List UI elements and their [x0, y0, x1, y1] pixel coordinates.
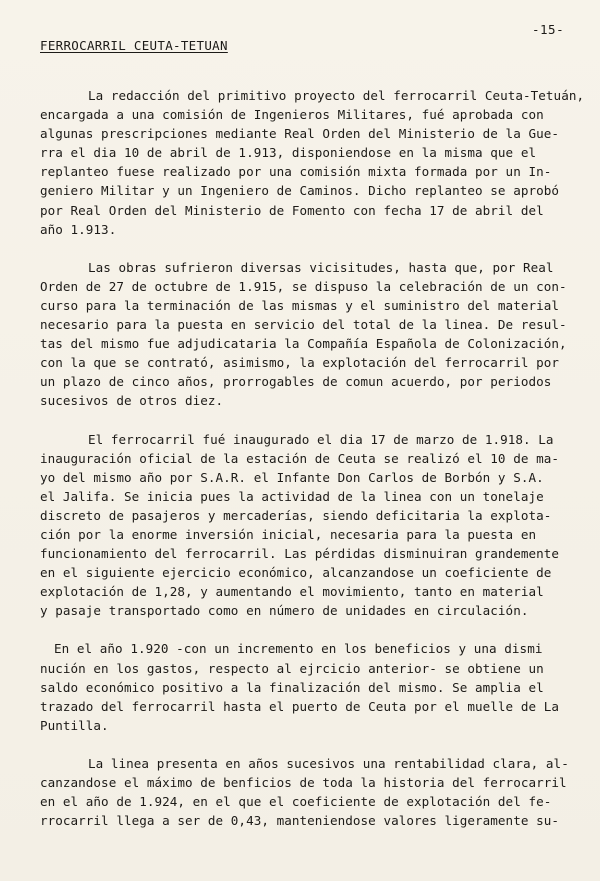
- paragraph-4-line-3: saldo económico positivo a la finalización del mismo. Se amplia el: [40, 679, 544, 695]
- paragraph-2-line-4: necesario para la puesta en servicio del total de la linea. De resul-: [40, 317, 567, 333]
- document-body: [40, 86, 588, 849]
- paragraph-5-line-3: en el año de 1.924, en el que el coeficiente de explotación del fe-: [40, 794, 552, 810]
- paragraph-1-line-4: rra el dia 10 de abril de 1.913, disponiendose en la misma que el: [40, 145, 537, 161]
- paragraph-1-line-1: La redacción del primitivo proyecto del ferrocarril Ceuta-Tetuán,: [88, 88, 585, 103]
- paragraph-3-line-3: yo del mismo año por S.A.R. el Infante Don Carlos de Borbón y S.A.: [40, 469, 544, 485]
- paragraph-2-line-5: tas del mismo fue adjudicataria la Compañía Española de Colonización,: [40, 336, 567, 352]
- paragraph-2-line-6: con la que se contrató, asimismo, la explotación del ferrocarril por: [40, 355, 559, 371]
- paragraph-4-line-4: trazado del ferrocarril hasta el puerto de Ceuta por el muelle de La: [40, 698, 559, 714]
- paragraph-2-line-1: Las obras sufrieron diversas vicisitudes, hasta que, por Real: [88, 259, 554, 275]
- paragraph-1-line-8: año 1.913.: [40, 221, 117, 237]
- paragraph-4-line-1: En el año 1.920 -con un incremento en los beneficios y una dismi: [54, 641, 543, 657]
- paragraph-1: [40, 86, 588, 239]
- document-heading: FERROCARRIL CEUTA-TETUAN: [40, 38, 228, 53]
- paragraph-5-line-2: canzandose el máximo de benficios de toda la historia del ferrocarril: [40, 775, 567, 790]
- paragraph-3-line-6: ción por la enorme inversión inicial, necesaria para la puesta en: [40, 526, 537, 542]
- paragraph-3-line-1: El ferrocarril fué inaugurado el dia 17 de marzo de 1.918. La: [88, 431, 554, 447]
- paragraph-3-line-9: explotación de 1,28, y aumentando el movimiento, tanto en material: [40, 584, 544, 600]
- paragraph-1-line-7: por Real Orden del Ministerio de Fomento con fecha 17 de abril del: [40, 202, 544, 218]
- paragraph-3-line-4: el Jalifa. Se inicia pues la actividad de la linea con un tonelaje: [40, 488, 544, 504]
- paragraph-3-line-8: en el siguiente ejercicio económico, alcanzandose un coeficiente de: [40, 565, 552, 581]
- paragraph-5-line-1: La linea presenta en años sucesivos una rentabilidad clara, al-: [88, 755, 569, 771]
- paragraph-2: [40, 258, 588, 411]
- paragraph-4-line-2: nución en los gastos, respecto al ejrcicio anterior- se obtiene un: [40, 660, 544, 676]
- paragraph-2-line-3: curso para la terminación de las mismas y el suministro del material: [40, 297, 559, 313]
- paragraph-2-line-7: un plazo de cinco años, prorrogables de comun acuerdo, por periodos: [40, 374, 552, 390]
- paragraph-3-line-2: inauguración oficial de la estación de Ceuta se realizó el 10 de ma-: [40, 450, 559, 466]
- paragraph-2-line-8: sucesivos de otros diez.: [40, 393, 224, 409]
- paragraph-3-line-7: funcionamiento del ferrocarril. Las pérdidas disminuiran grandemente: [40, 546, 559, 562]
- paragraph-4: [40, 639, 588, 734]
- paragraph-1-line-6: geniero Militar y un Ingeniero de Caminos. Dicho replanteo se aprobó: [40, 183, 559, 199]
- paragraph-1-line-5: replanteo fuese realizado por una comisión mixta formada por un In-: [40, 164, 552, 180]
- paragraph-3: [40, 430, 588, 621]
- paragraph-2-line-2: Orden de 27 de octubre de 1.915, se dispuso la celebración de un con-: [40, 278, 567, 294]
- paragraph-1-line-3: algunas prescripciones mediante Real Orden del Ministerio de la Gue-: [40, 126, 559, 142]
- paragraph-5-line-4: rrocarril llega a ser de 0,43, manteniendose valores ligeramente su-: [40, 813, 559, 829]
- paragraph-4-line-5: Puntilla.: [40, 717, 109, 733]
- paragraph-1-line-2: encargada a una comisión de Ingenieros Militares, fué aprobada con: [40, 107, 544, 123]
- paragraph-5: [40, 754, 588, 830]
- page-number: -15-: [532, 22, 565, 37]
- paragraph-3-line-5: discreto de pasajeros y mercaderías, siendo deficitaria la explota-: [40, 507, 552, 523]
- paragraph-3-line-10: y pasaje transportado como en número de unidades en circulación.: [40, 603, 529, 619]
